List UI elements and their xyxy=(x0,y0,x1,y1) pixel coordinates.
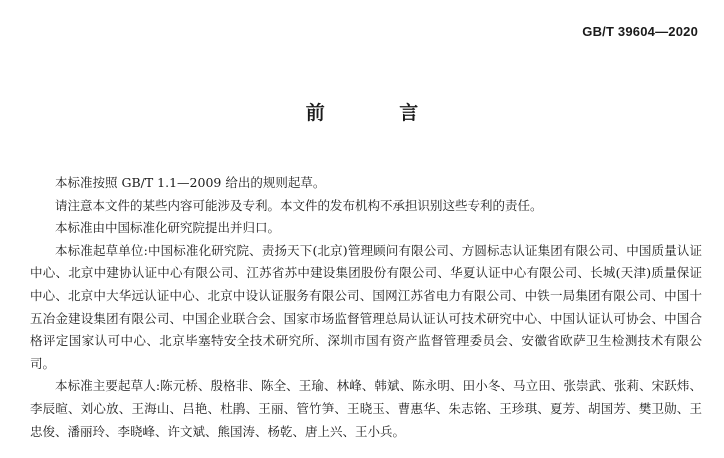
paragraph-drafting-organizations: 本标准起草单位:中国标准化研究院、责扬天下(北京)管理顾问有限公司、方圆标志认证集团有限公司、中国质量认证中心、北京中建协认证中心有限公司、江苏省苏中建设集团股份有限公司、华夏认证中心有限公司、长城(天津)质量保证中心、北京中大华远认证中心、北京中设认证服务有限公司、国网江苏省电力有限公司、中铁一局集团有限公司、中国十五冶金建设集团有限公司、中国企业联合会、国家市场监督管理总局认证认可技术研究中心、中国认证认可协会、中国合格评定国家认可中心、北京毕塞特安全技术研究所、深圳市国有资产监督管理委员会、安徽省欧萨卫生检测技术有限公司。 xyxy=(30,242,702,371)
paragraph-proposer: 本标准由中国标准化研究院提出并归口。 xyxy=(55,220,281,236)
paragraph-drafting-rules: 本标准按照 GB/T 1.1—2009 给出的规则起草。 xyxy=(55,175,326,190)
preface-body xyxy=(30,172,702,443)
standard-code: GB/T 39604—2020 xyxy=(582,24,698,39)
paragraph-patent-notice: 请注意本文件的某些内容可能涉及专利。本文件的发布机构不承担识别这些专利的责任。 xyxy=(55,197,543,213)
paragraph-drafters: 本标准主要起草人:陈元桥、殷格非、陈全、王瑜、林峰、韩斌、陈永明、田小冬、马立田、张崇武、张莉、宋跃炜、李辰暄、刘心放、王海山、吕艳、杜鹃、王丽、管竹笋、王晓玉、曹惠华、朱志铭、王珍琪、夏芳、胡国芳、樊卫勋、王忠俊、潘丽玲、李晓峰、许文斌、熊国涛、杨乾、唐上兴、王小兵。 xyxy=(30,378,702,439)
page-title: 前 言 xyxy=(305,102,453,124)
